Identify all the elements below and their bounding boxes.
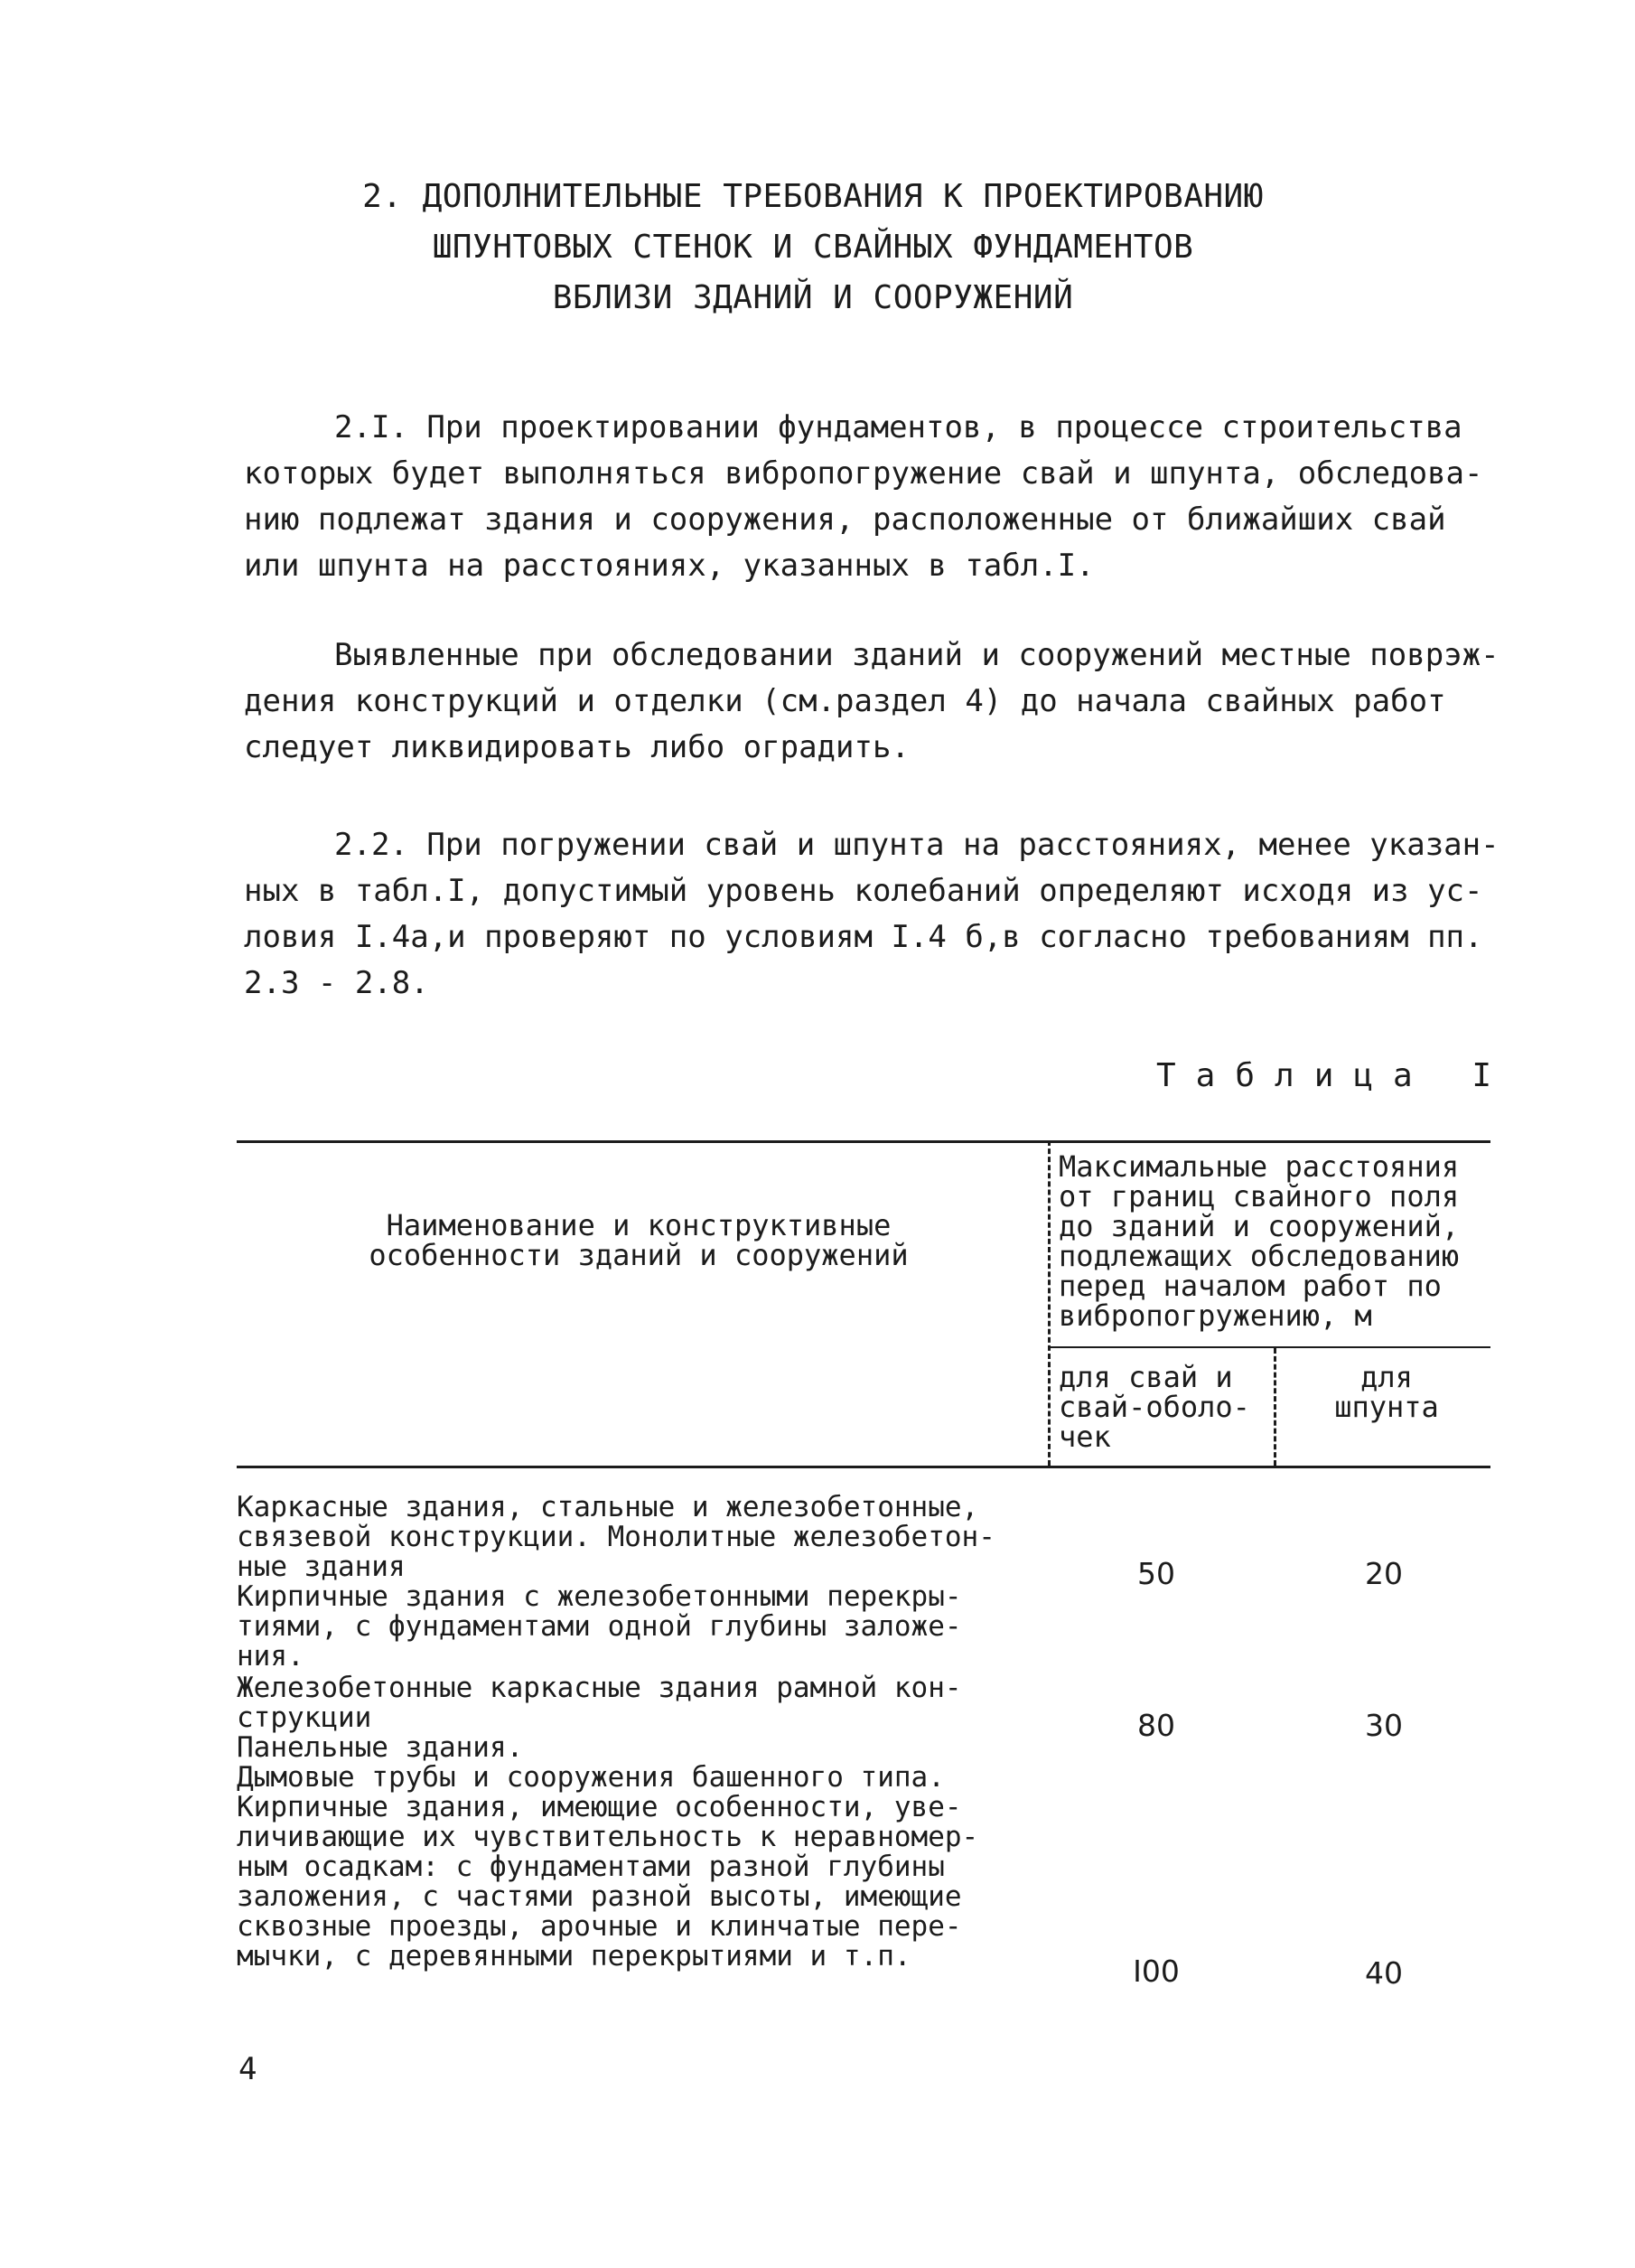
- value-sheet-piles: 30: [1365, 1708, 1403, 1743]
- column-divider: [1048, 1140, 1051, 1466]
- paragraph-line: ных в табл.I, допустимый уровень колебаний определяют исходя из ус-: [244, 873, 1483, 909]
- row-text-line: сквозные проезды, арочные и клинчатые пере-: [237, 1910, 962, 1943]
- header-line: Наименование и конструктивные: [386, 1208, 892, 1242]
- row-text-line: ным осадкам: с фундаментами разной глубины: [237, 1851, 945, 1883]
- row-text-line: мычки, с деревянными перекрытиями и т.п.: [237, 1940, 911, 1973]
- header-line: подлежащих обследованию: [1059, 1239, 1460, 1273]
- header-line: особенности зданий и сооружений: [369, 1238, 909, 1272]
- header-line: вибропогружению, м: [1059, 1298, 1372, 1333]
- header-distance-column: [1059, 1149, 1460, 1333]
- row-text-line: ные здания: [237, 1551, 406, 1583]
- header-line: Максимальные расстояния: [1059, 1149, 1460, 1184]
- row-text-line: ния.: [237, 1640, 304, 1673]
- section-heading: [271, 172, 1355, 323]
- header-name-column: [237, 1208, 1041, 1272]
- paragraph-2-2: [244, 822, 1500, 1007]
- row-text-line: Железобетонные каркасные здания рамной кон-: [237, 1672, 962, 1704]
- header-line: перед началом работ по: [1059, 1269, 1442, 1303]
- paragraph-line: дения конструкций и отделки (см.раздел 4) до начала свайных работ: [244, 683, 1446, 719]
- header-line: до зданий и сооружений,: [1059, 1209, 1460, 1243]
- value-piles: I00: [1133, 1954, 1180, 1989]
- value-piles: 80: [1137, 1708, 1175, 1743]
- table-top-rule: [237, 1140, 1490, 1143]
- row-text-line: Панельные здания.: [237, 1731, 524, 1764]
- subheader-line: для: [1360, 1360, 1413, 1394]
- paragraph-line: 2.I. При проектировании фундаментов, в процессе строительства: [334, 409, 1462, 445]
- page-number: 4: [238, 2051, 257, 2087]
- paragraph-line: нию подлежат здания и сооружения, расположенные от ближайших свай: [244, 501, 1446, 538]
- subheader-piles: [1059, 1360, 1250, 1454]
- paragraph-2-1: [244, 405, 1500, 589]
- subheader-line: чек: [1059, 1420, 1111, 1454]
- subheader-line: свай-оболо-: [1059, 1390, 1250, 1424]
- row-text-line: связевой конструкции. Монолитные железобетон-: [237, 1521, 995, 1553]
- subcolumn-divider: [1274, 1348, 1276, 1466]
- subheader-rule: [1048, 1346, 1490, 1348]
- paragraph-line: ловия I.4а,и проверяют по условиям I.4 б,в согласно требованиям пп.: [244, 919, 1483, 955]
- paragraph-line: следует ликвидировать либо оградить.: [244, 729, 910, 765]
- table-row: [237, 1493, 995, 1672]
- paragraph-line: или шпунта на расстояниях, указанных в табл.I.: [244, 548, 1095, 584]
- table-row: [237, 1763, 978, 1972]
- row-text-line: Кирпичные здания, имеющие особенности, уве-: [237, 1791, 962, 1823]
- subheader-line: шпунта: [1334, 1390, 1439, 1424]
- value-sheet-piles: 40: [1365, 1955, 1403, 1991]
- row-text-line: Кирпичные здания с железобетонными перекры-: [237, 1580, 962, 1613]
- heading-line-3: ВБЛИЗИ ЗДАНИЙ И СООРУЖЕНИЙ: [552, 279, 1074, 316]
- paragraph-line: Выявленные при обследовании зданий и сооружений местные поврэж-: [334, 637, 1500, 673]
- row-text-line: Дымовые трубы и сооружения башенного типа.: [237, 1761, 945, 1794]
- table-row: [237, 1673, 962, 1763]
- row-text-line: заложения, с частями разной высоты, имеющие: [237, 1880, 962, 1913]
- table-caption: Таблица I: [1156, 1057, 1512, 1094]
- row-text-line: тиями, с фундаментами одной глубины заложе-: [237, 1610, 962, 1643]
- paragraph-damage-note: [244, 633, 1500, 771]
- heading-line-2: ШПУНТОВЫХ СТЕНОК И СВАЙНЫХ ФУНДАМЕНТОВ: [432, 229, 1194, 266]
- value-piles: 50: [1137, 1556, 1175, 1591]
- subheader-sheet-piles: [1283, 1360, 1490, 1424]
- row-text-line: струкции: [237, 1701, 372, 1734]
- value-sheet-piles: 20: [1365, 1556, 1403, 1591]
- paragraph-line: 2.3 - 2.8.: [244, 965, 429, 1001]
- row-text-line: Каркасные здания, стальные и железобетонные,: [237, 1491, 979, 1523]
- paragraph-line: которых будет выполняться вибропогружение свай и шпунта, обследова-: [244, 455, 1483, 492]
- subheader-line: для свай и: [1059, 1360, 1233, 1394]
- header-bottom-rule: [237, 1466, 1490, 1468]
- heading-line-1: 2. ДОПОЛНИТЕЛЬНЫЕ ТРЕБОВАНИЯ К ПРОЕКТИРОВАНИЮ: [362, 178, 1264, 215]
- header-line: от границ свайного поля: [1059, 1179, 1460, 1214]
- paragraph-line: 2.2. При погружении свай и шпунта на расстояниях, менее указан-: [334, 827, 1500, 863]
- row-text-line: личивающие их чувствительность к неравномер-: [237, 1821, 979, 1853]
